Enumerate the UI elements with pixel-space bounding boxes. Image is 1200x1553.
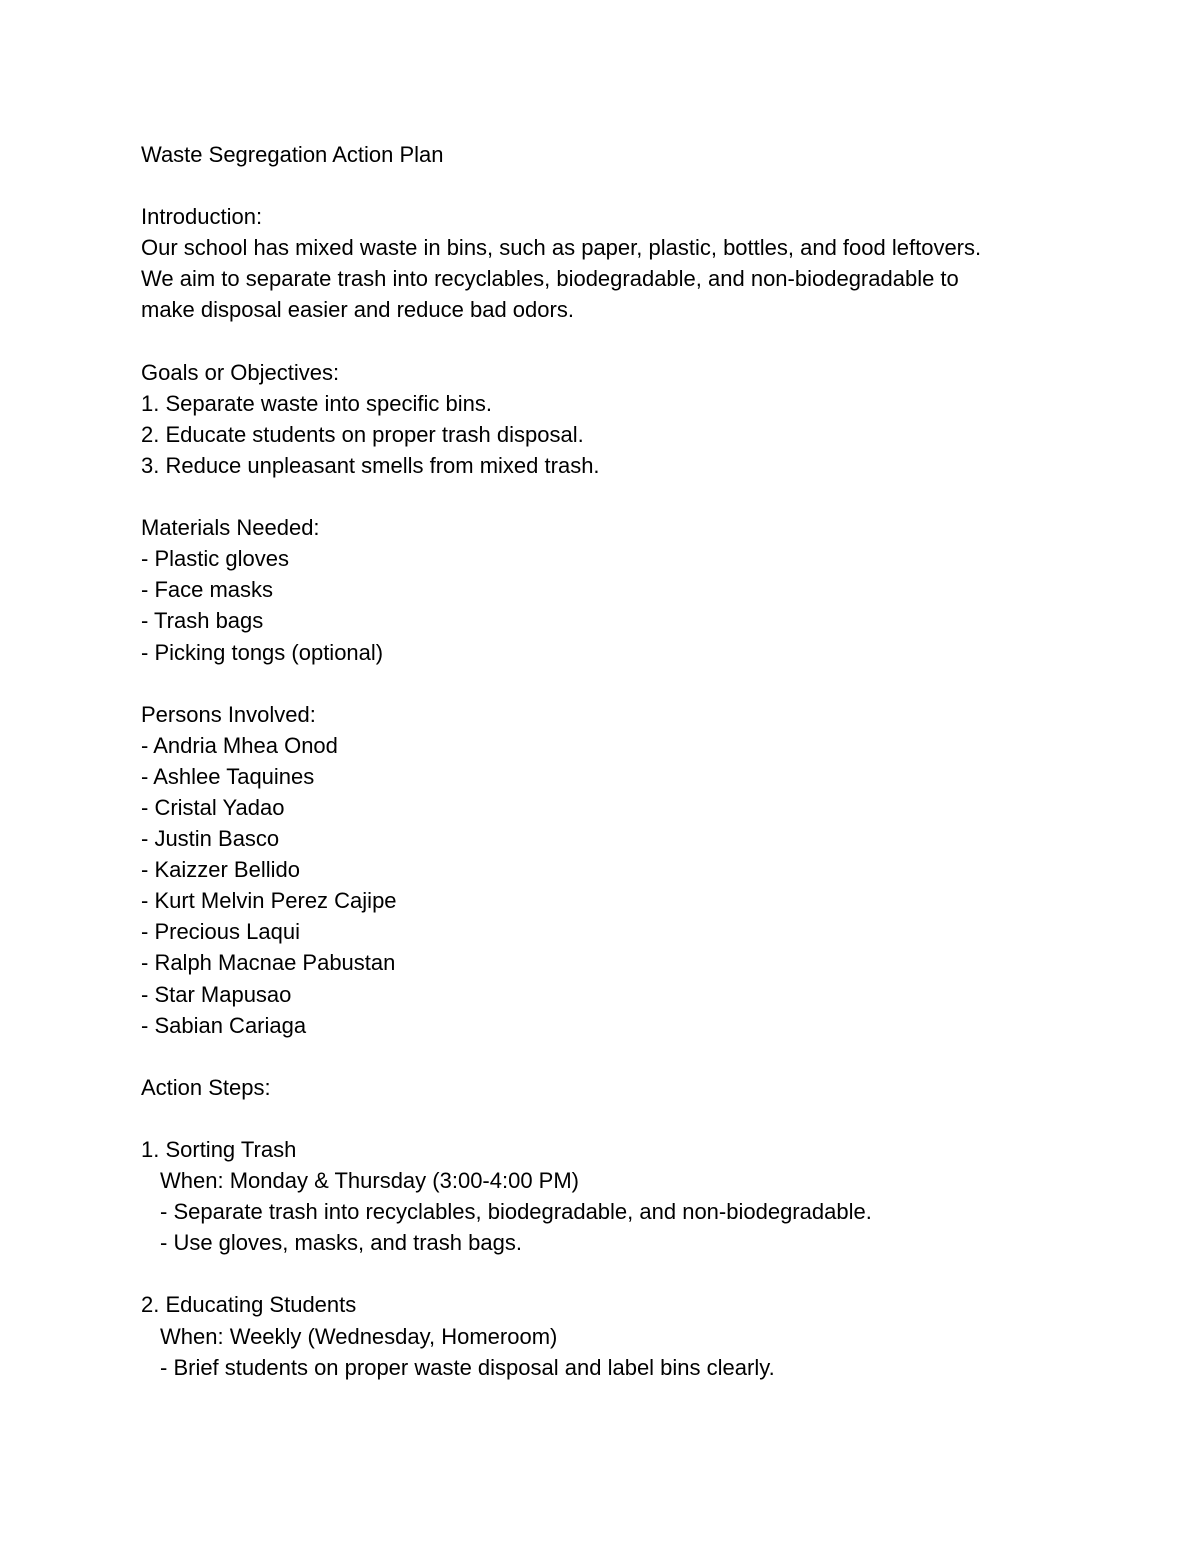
- materials-heading: Materials Needed:: [141, 515, 320, 541]
- spacer: [141, 1103, 1101, 1134]
- person-item: - Andria Mhea Onod: [141, 732, 338, 758]
- introduction-heading: Introduction:: [141, 204, 263, 230]
- spacer: [141, 668, 1101, 699]
- person-item: - Precious Laqui: [141, 919, 300, 945]
- step-detail: - Use gloves, masks, and trash bags.: [160, 1230, 522, 1256]
- person-item: - Ralph Macnae Pabustan: [141, 950, 396, 976]
- step-detail: - Separate trash into recyclables, biodegradable, and non-biodegradable.: [160, 1199, 872, 1225]
- step-when: When: Monday & Thursday (3:00-4:00 PM): [160, 1168, 580, 1194]
- action-steps-heading: Action Steps:: [141, 1074, 271, 1100]
- goals-heading: Goals or Objectives:: [141, 359, 340, 385]
- person-item: - Star Mapusao: [141, 981, 292, 1007]
- person-item: - Ashlee Taquines: [141, 763, 315, 789]
- goal-item: 1. Separate waste into specific bins.: [141, 390, 492, 416]
- step-title: 2. Educating Students: [141, 1292, 357, 1318]
- material-item: - Picking tongs (optional): [141, 639, 384, 665]
- persons-heading: Persons Involved:: [141, 701, 316, 727]
- document-page: [141, 139, 1101, 1383]
- spacer: [141, 326, 1101, 357]
- goal-item: 2. Educate students on proper trash disposal.: [141, 421, 584, 447]
- step-when: When: Weekly (Wednesday, Homeroom): [160, 1323, 558, 1349]
- goal-item: 3. Reduce unpleasant smells from mixed trash.: [141, 452, 600, 478]
- introduction-line: Our school has mixed waste in bins, such as paper, plastic, bottles, and food leftovers.: [141, 235, 982, 261]
- spacer: [141, 170, 1101, 201]
- introduction-line: make disposal easier and reduce bad odors.: [141, 297, 574, 323]
- person-item: - Sabian Cariaga: [141, 1012, 307, 1038]
- step-detail: - Brief students on proper waste disposal and label bins clearly.: [160, 1354, 775, 1380]
- person-item: - Kaizzer Bellido: [141, 857, 300, 883]
- material-item: - Face masks: [141, 577, 274, 603]
- person-item: - Cristal Yadao: [141, 794, 285, 820]
- person-item: - Kurt Melvin Perez Cajipe: [141, 888, 397, 914]
- spacer: [141, 481, 1101, 512]
- spacer: [141, 1258, 1101, 1289]
- person-item: - Justin Basco: [141, 826, 280, 852]
- introduction-line: We aim to separate trash into recyclables, biodegradable, and non-biodegradable to: [141, 266, 959, 292]
- document-title: Waste Segregation Action Plan: [141, 142, 444, 167]
- material-item: - Plastic gloves: [141, 546, 289, 572]
- spacer: [141, 1041, 1101, 1072]
- material-item: - Trash bags: [141, 608, 264, 634]
- step-title: 1. Sorting Trash: [141, 1137, 297, 1162]
